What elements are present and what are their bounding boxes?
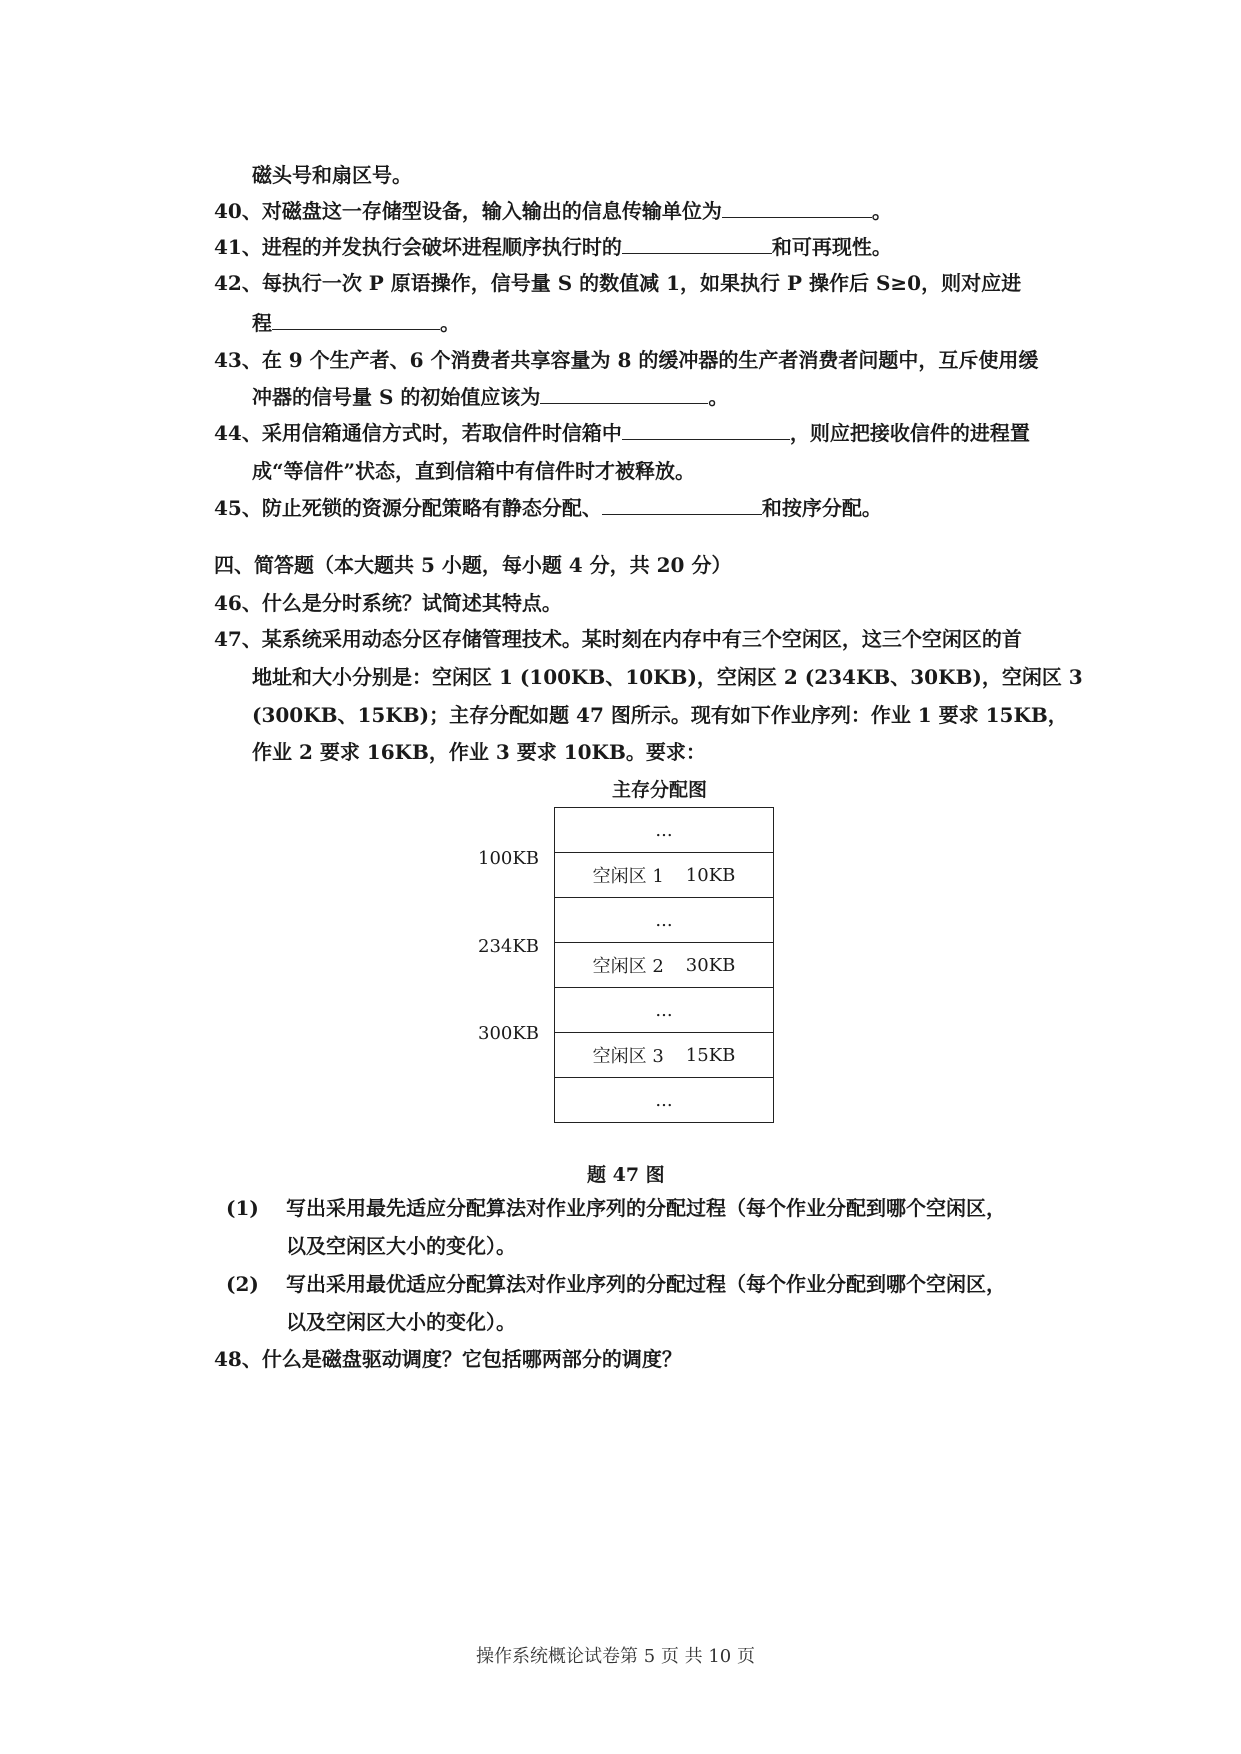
question-47-line3: (300KB、15KB)；主存分配如题 47 图所示。现有如下作业序列：作业 1 要求 15KB， xyxy=(252,703,1068,727)
answer-blank[interactable] xyxy=(622,235,772,254)
memory-allocation-diagram xyxy=(554,807,774,1123)
sub-question-2-line1: 写出采用最优适应分配算法对作业序列的分配过程（每个作业分配到哪个空闲区， xyxy=(286,1272,1006,1296)
memory-block-free-1: 空闲区 1 10KB xyxy=(555,853,773,898)
sub-question-2-line2: 以及空闲区大小的变化）。 xyxy=(286,1310,516,1334)
question-47-line2: 地址和大小分别是：空闲区 1 (100KB、10KB)，空闲区 2 (234KB、30KB)，空闲区 3 xyxy=(252,665,1083,689)
question-42-line1: 42、每执行一次 P 原语操作，信号量 S 的数值减 1，如果执行 P 操作后 S≥0，则对应进 xyxy=(214,271,1022,295)
question-42-line2: 程 。 xyxy=(252,311,460,335)
question-48: 48、什么是磁盘驱动调度？它包括哪两部分的调度？ xyxy=(214,1347,682,1371)
question-47-line4: 作业 2 要求 16KB，作业 3 要求 10KB。要求： xyxy=(252,740,706,764)
question-45: 45、防止死锁的资源分配策略有静态分配、 和按序分配。 xyxy=(214,496,882,520)
question-43-line1: 43、在 9 个生产者、6 个消费者共享容量为 8 的缓冲器的生产者消费者问题中，互斥使用缓 xyxy=(214,348,1039,372)
question-43-line2: 冲器的信号量 S 的初始值应该为 。 xyxy=(252,385,729,409)
question-44-line1: 44、采用信箱通信方式时，若取信件时信箱中 ，则应把接收信件的进程置 xyxy=(214,421,1030,445)
sub-question-1-line2: 以及空闲区大小的变化）。 xyxy=(286,1234,516,1258)
sub-question-number: (2) xyxy=(226,1272,259,1296)
answer-blank[interactable] xyxy=(540,385,708,404)
answer-blank[interactable] xyxy=(602,496,762,515)
address-label: 234KB xyxy=(478,936,540,957)
answer-blank[interactable] xyxy=(272,311,440,330)
sub-question-number: (1) xyxy=(226,1196,259,1220)
line-continuation: 磁头号和扇区号。 xyxy=(252,163,412,187)
question-44-line2: 成“等信件”状态，直到信箱中有信件时才被释放。 xyxy=(252,459,696,483)
page-footer: 操作系统概论试卷第 5 页 共 10 页 xyxy=(476,1646,755,1667)
answer-blank[interactable] xyxy=(722,199,872,218)
address-label: 300KB xyxy=(478,1023,540,1044)
section-heading: 四、简答题（本大题共 5 小题，每小题 4 分，共 20 分） xyxy=(214,553,732,577)
answer-blank[interactable] xyxy=(622,421,790,440)
diagram-title: 主存分配图 xyxy=(612,779,708,801)
question-40: 40、对磁盘这一存储型设备，输入输出的信息传输单位为 。 xyxy=(214,199,892,223)
memory-block-free-3: 空闲区 3 15KB xyxy=(555,1033,773,1078)
memory-block-used: ... xyxy=(555,808,773,853)
memory-block-used: ... xyxy=(555,988,773,1033)
memory-block-used: ... xyxy=(555,898,773,943)
question-47-line1: 47、某系统采用动态分区存储管理技术。某时刻在内存中有三个空闲区，这三个空闲区的首 xyxy=(214,627,1022,651)
question-41: 41、进程的并发执行会破坏进程顺序执行时的 和可再现性。 xyxy=(214,235,892,259)
question-46: 46、什么是分时系统？试简述其特点。 xyxy=(214,591,562,615)
memory-block-used: ... xyxy=(655,1089,673,1111)
memory-block-free-2: 空闲区 2 30KB xyxy=(555,943,773,988)
sub-question-1-line1: 写出采用最先适应分配算法对作业序列的分配过程（每个作业分配到哪个空闲区， xyxy=(286,1196,1006,1220)
address-label: 100KB xyxy=(478,848,540,869)
figure-caption: 题 47 图 xyxy=(587,1164,665,1186)
